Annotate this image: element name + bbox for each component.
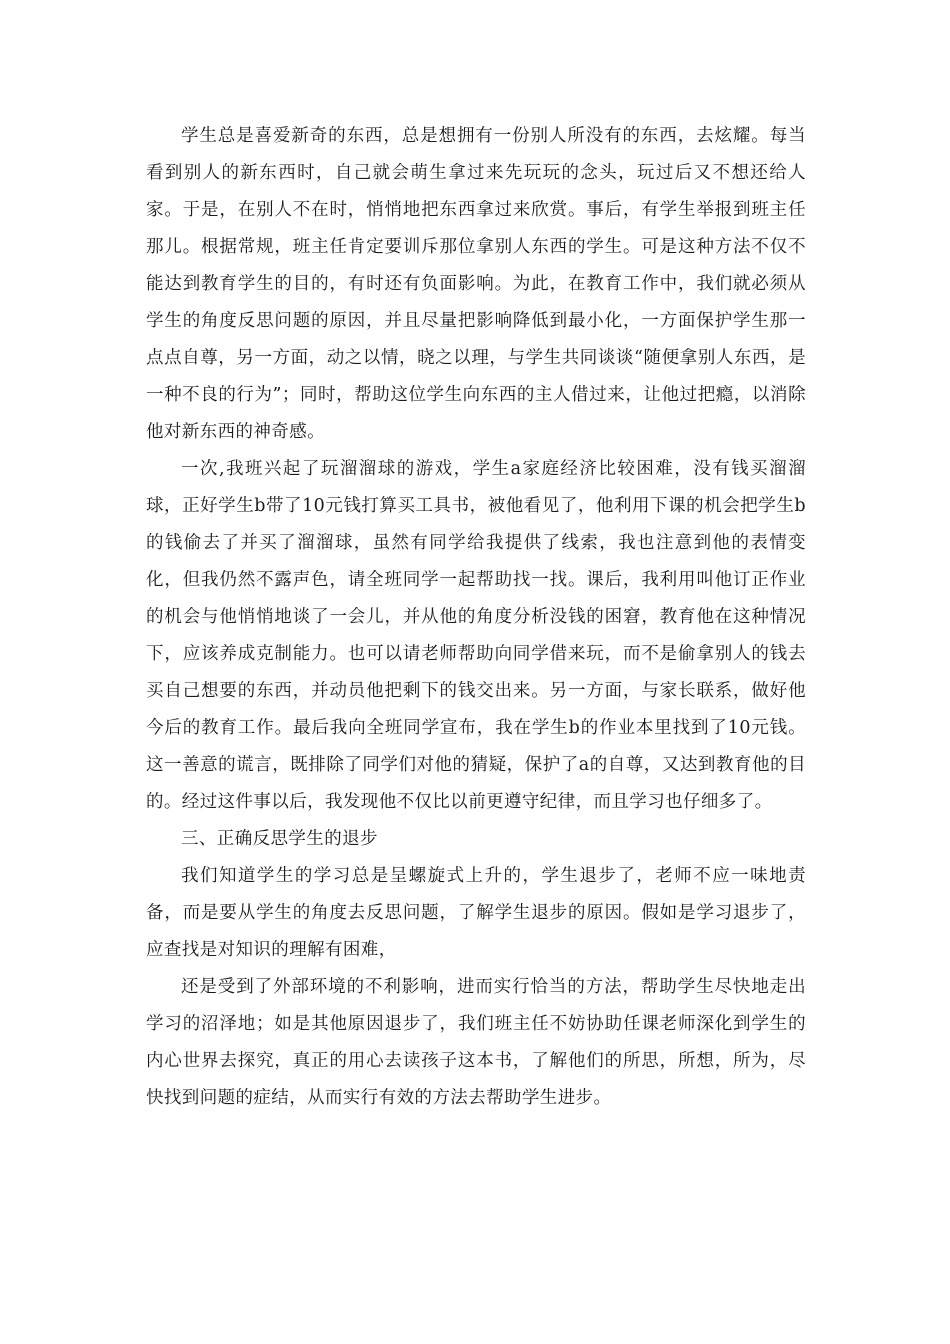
paragraph-3: 我们知道学生的学习总是呈螺旋式上升的，学生退步了，老师不应一味地责备，而是要从学生的角度去反思问题，了解学生退步的原因。假如是学习退步了，应查找是对知识的理解有困难，: [146, 866, 806, 960]
paragraph-4: 还是受到了外部环境的不利影响，进而实行恰当的方法，帮助学生尽快地走出学习的沼泽地；如是其他原因退步了，我们班主任不妨协助任课老师深化到学生的内心世界去探究，真正的用心去读孩子这本书，了解他们的所思，所想，所为，尽快找到问题的症结，从而实行有效的方法去帮助学生进步。: [146, 977, 806, 1108]
paragraph-2: 一次,我班兴起了玩溜溜球的游戏，学生a家庭经济比较困难，没有钱买溜溜球，正好学生b带了10元钱打算买工具书，被他看见了，他利用下课的机会把学生b的钱偷去了并买了溜溜球，虽然有同学给我提供了线索，我也注意到他的表情变化，但我仍然不露声色，请全班同学一起帮助找一找。课后，我利用叫他订正作业的机会与他悄悄地谈了一会儿，并从他的角度分析没钱的困窘，教育他在这种情况下，应该养成克制能力。也可以请老师帮助向同学借来玩，而不是偷拿别人的钱去买自己想要的东西，并动员他把剩下的钱交出来。另一方面，与家长联系，做好他今后的教育工作。最后我向全班同学宣布，我在学生b的作业本里找到了10元钱。这一善意的谎言，既排除了同学们对他的猜疑，保护了a的自尊，又达到教育他的目的。经过这件事以后，我发现他不仅比以前更遵守纪律，而且学习也仔细多了。: [146, 459, 806, 812]
section-heading: 三、正确反思学生的退步: [181, 829, 378, 849]
paragraph-1: 学生总是喜爱新奇的东西，总是想拥有一份别人所没有的东西，去炫耀。每当看到别人的新东西时，自己就会萌生拿过来先玩玩的念头，玩过后又不想还给人家。于是，在别人不在时，悄悄地把东西拿过来欣赏。事后，有学生举报到班主任那儿。根据常规，班主任肯定要训斥那位拿别人东西的学生。可是这种方法不仅不能达到教育学生的目的，有时还有负面影响。为此，在教育工作中，我们就必须从学生的角度反思问题的原因，并且尽量把影响降低到最小化，一方面保护学生那一点点自尊，另一方面，动之以情，晓之以理，与学生共同谈谈“随便拿别人东西，是一种不良的行为”；同时，帮助这位学生向东西的主人借过来，让他过把瘾，以消除他对新东西的神奇感。: [146, 126, 806, 442]
document-body: [146, 118, 806, 1117]
